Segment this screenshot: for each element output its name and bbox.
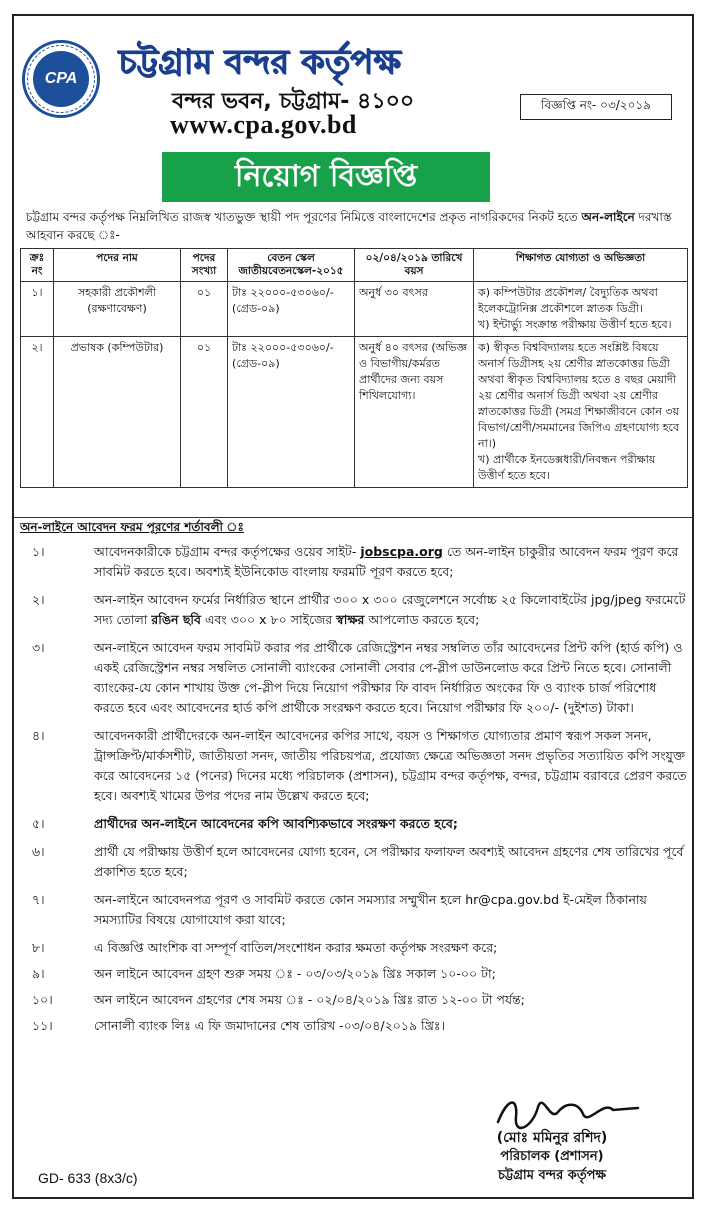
- terms-heading: অন-লাইনে আবেদন ফরম পূরণের শর্তাবলী ঃ: [20, 520, 244, 534]
- item-number: ৯।: [32, 966, 45, 981]
- logo-ring: [27, 45, 95, 113]
- header-qualification: শিক্ষাগত যোগ্যতা ও অভিজ্ঞতা: [474, 249, 688, 282]
- cell-post: সহকারী প্রকৌশলী (রক্ষণাবেক্ষণ): [54, 282, 181, 337]
- intro-online: অন-লাইনে: [581, 210, 635, 224]
- item-number: ৬।: [32, 844, 45, 859]
- intro-text-2: দরখাস্ত আহবান করছে ঃ-: [26, 210, 672, 242]
- item-number: ২।: [32, 592, 45, 607]
- section-divider: [14, 517, 694, 518]
- item-text: এ বিজ্ঞপ্তি আংশিক বা সম্পূর্ণ বাতিল/সংশোধন করার ক্ষমতা কর্তৃপক্ষ সংরক্ষণ করে;: [94, 940, 498, 955]
- cell-age: অনুর্ধ ৩০ বৎসর: [355, 282, 474, 337]
- signatory-organization: চট্টগ্রাম বন্দর কর্তৃপক্ষ: [497, 1168, 606, 1183]
- website-url[interactable]: www.cpa.gov.bd: [170, 110, 357, 139]
- signatory-title: পরিচালক (প্রশাসন): [500, 1149, 604, 1164]
- header-age: ০২/০৪/২০১৯ তারিখে বয়স: [355, 249, 474, 282]
- item-text-post: তে অন-লাইন চাকুরীর আবেদন ফরম পূরণ করে সাবমিট করতে হবে। অবশ্যই ইউনিকোড বাংলায় ফরমটি পূরণ করতে হবে;: [94, 544, 679, 579]
- item-text-mid: এবং ৩০০ x ৮০ সাইজের: [200, 612, 337, 627]
- item-text-pre: অন-লাইন আবেদন ফর্মের নির্ধারিত স্থানে প্রার্থীর ৩০০ x ৩০০ রেজুলেশনে সর্বোচ্চ ২৫ কিলোবাইটের jpg/jpeg ফরমেটে সদ্য তোলা: [94, 592, 686, 627]
- item-text: অন লাইনে আবেদন গ্রহণের শেষ সময় ঃ - ০২/০৪/২০১৯ খ্রিঃ রাত ১২-০০ টা পর্যন্ত;: [94, 992, 525, 1007]
- item-text: অন লাইনে আবেদন গ্রহণ শুরু সময় ঃ - ০৩/০৩/২০১৯ খ্রিঃ সকাল ১০-০০ টা;: [94, 966, 496, 981]
- table-row: [21, 282, 688, 337]
- intro-paragraph: [26, 208, 686, 244]
- list-item: [20, 590, 690, 630]
- item-text-pre: আবেদনকারীকে চট্টগ্রাম বন্দর কর্তৃপক্ষের ওয়েব সাইট-: [94, 544, 361, 559]
- item-number: ৭।: [32, 892, 45, 907]
- cell-count: ০১: [181, 337, 228, 488]
- header-count: পদের সংখ্যা: [181, 249, 228, 282]
- item-number: ৪।: [32, 728, 45, 743]
- cell-post: প্রভাষক (কম্পিউটার): [54, 337, 181, 488]
- cell-qualification: [474, 337, 688, 488]
- qualification-a: ক) স্বীকৃত বিশ্ববিদ্যালয় হতে সংশ্লিষ্ট বিষয়ে অনার্স ডিগ্রীসহ ২য় শ্রেণীর স্নাতকোত্তর ডিগ্রী অথবা স্বীকৃত বিশ্ববিদ্যালয় হতে ৪ বছর মেয়াদী ২য় শ্রেণীর অনার্স ডিগ্রী অথবা ২য় শ্রেণীর স্নাতকোত্তর ডিগ্রী (সমগ্র শিক্ষাজীবনে কোন ৩য় বিভাগ/শ্রেণী/সমমানের জিপিএ গ্রহণযোগ্য হবে না।): [478, 341, 680, 450]
- item-text-post: আপলোড করতে হবে;: [364, 612, 480, 627]
- posts-table: [20, 248, 688, 488]
- qualification-b: খ) প্রার্থীকে ইনডেক্সধারী/নিবন্ধন পরীক্ষায় উত্তীর্ণ হতে হবে।: [478, 453, 656, 482]
- qualification-a: ক) কম্পিউটার প্রকৌশল/ বৈদ্যুতিক অথবা ইলেকট্রোনিক্স প্রকৌশলে স্নাতক ডিগ্রী।: [478, 286, 658, 315]
- cell-count: ০১: [181, 282, 228, 337]
- organization-title: চট্টগ্রাম বন্দর কর্তৃপক্ষ: [118, 42, 401, 82]
- signatory-name: (মোঃ মমিনুর রশিদ): [496, 1130, 608, 1146]
- item-number: ১।: [32, 544, 45, 559]
- item-number: ৩।: [32, 640, 45, 655]
- cell-qualification: [474, 282, 688, 337]
- item-text: অন-লাইনে আবেদনপত্র পূরণ ও সাবমিট করতে কোন সমস্যার সম্মুখীন হলে hr@cpa.gov.bd ই-মেইল ঠিকানায় সমস্যাটির বিষয়ে যোগাযোগ করা যাবে;: [94, 892, 647, 927]
- list-item: [20, 638, 690, 718]
- item-text: [94, 590, 690, 630]
- terms-list: [20, 542, 690, 1036]
- item-text: আবেদনকারী প্রার্থীদেরকে অন-লাইন আবেদনের কপির সাথে, বয়স ও শিক্ষাগত যোগ্যতার প্রমাণ স্বরূপ সকল সনদ, ট্রান্সক্রিপ্ট/মার্কসশীট, জাতীয়তা সনদ, জাতীয় পরিচয়পত্র, প্রযোজ্য ক্ষেত্রে অভিজ্ঞতা সনদ প্রভৃতির সত্যায়িত কপি সংযুক্ত করে আবেদনের ১৫ (পনের) দিনের মধ্যে পরিচালক (প্রশাসন), চট্টগ্রাম বন্দর কর্তৃপক্ষ, বন্দর, চট্টগ্রাম বরাবরে প্রেরণ করতে হবে। অবশ্যই খামের উপর পদের নাম উল্লেখ করতে হবে;: [94, 728, 687, 803]
- item-text: প্রার্থীদের অন-লাইনে আবেদনের কপি আবশ্যিকভাবে সংরক্ষণ করতে হবে;: [94, 816, 458, 831]
- recruitment-banner: নিয়োগ বিজ্ঞপ্তি: [162, 152, 490, 202]
- list-item: [20, 726, 690, 806]
- item-bold-photo: রঙিন ছবি: [151, 612, 201, 627]
- item-text: অন-লাইনে আবেদন ফরম সাবমিট করার পর প্রার্থীকে রেজিস্ট্রেশন নম্বর সম্বলিত তাঁর আবেদনের প্রিন্ট কপি (হার্ড কপি) ও একই রেজিস্ট্রেশন নম্বর সম্বলিত সোনালী ব্যাংকের সোনালী সেবার পে-স্লীপ ডাউনলোড করে প্রিন্ট নিতে হবে। সোনালী ব্যাংকের-যে কোন শাখায় উক্ত পে-স্লীপ দিয়ে নিয়োগ পরীক্ষার ফি বাবদ নির্ধারিত অংকের ফি ও ব্যাংক চার্জ পরিশোধ করতে হবে এবং আবেদনের হার্ড কপি প্রার্থীকে সংরক্ষণ করতে হবে। নিয়োগ পরীক্ষার ফি ২০০/- (দুইশত) টাকা।: [94, 640, 683, 715]
- logo-text: CPA: [33, 51, 89, 107]
- gd-code: GD- 633 (8x3/c): [38, 1170, 138, 1186]
- address: বন্দর ভবন, চট্টগ্রাম- ৪১০০: [172, 89, 415, 114]
- item-number: ৮।: [32, 940, 45, 955]
- item-text: [94, 542, 690, 582]
- list-item: [20, 542, 690, 582]
- list-item: [20, 890, 690, 930]
- qualification-b: খ) ইন্টার্ভ্যু সংক্রান্ত পরীক্ষায় উত্তীর্ণ হতে হবে।: [478, 318, 672, 331]
- item-number: ৫।: [32, 816, 45, 831]
- cell-serial: ২।: [21, 337, 54, 488]
- item-text: প্রার্থী যে পরীক্ষায় উত্তীর্ণ হলে আবেদনের যোগ্য হবেন, সে পরীক্ষার ফলাফল অবশ্যই আবেদন গ্রহণের শেষ তারিখের পূর্বে প্রকাশিত হতে হবে;: [94, 844, 684, 879]
- list-item: [20, 842, 690, 882]
- cpa-logo: [22, 40, 100, 118]
- header-scale: বেতন স্কেল জাতীয়বেতনস্কেল-২০১৫: [228, 249, 355, 282]
- list-item: [20, 814, 690, 834]
- header-post: পদের নাম: [54, 249, 181, 282]
- item-number: ১০।: [32, 992, 53, 1007]
- list-item: [20, 938, 690, 958]
- header-serial: ক্রঃ নং: [21, 249, 54, 282]
- item-bold-signature: স্বাক্ষর: [336, 612, 365, 627]
- cell-scale: টাঃ ২২০০০-৫৩০৬০/- (গ্রেড-০৯): [228, 337, 355, 488]
- list-item: [20, 1016, 690, 1036]
- cell-age: অনুর্ধ ৪০ বৎসর (অভিজ্ঞ ও বিভাগীয়/কর্মরত প্রার্থীদের জন্য বয়স শিথিলযোগ্য।: [355, 337, 474, 488]
- item-number: ১১।: [32, 1018, 53, 1033]
- notice-number: বিজ্ঞপ্তি নং- ০৩/২০১৯: [520, 94, 672, 120]
- table-row: [21, 337, 688, 488]
- cell-serial: ১।: [21, 282, 54, 337]
- list-item: [20, 964, 690, 984]
- list-item: [20, 990, 690, 1010]
- intro-text-1: চট্টগ্রাম বন্দর কর্তৃপক্ষ নিম্নলিখিত রাজস্ব খাতভুক্ত স্থায়ী পদ পূরণের নিমিত্তে বাংলাদেশের প্রকৃত নাগরিকদের নিকট হতে: [26, 210, 582, 224]
- item-text: সোনালী ব্যাংক লিঃ এ ফি জমাদানের শেষ তারিখ -০৩/০৪/২০১৯ খ্রিঃ।: [94, 1018, 446, 1033]
- table-header-row: [21, 249, 688, 282]
- cell-scale: টাঃ ২২০০০-৫৩০৬০/- (গ্রেড-০৯): [228, 282, 355, 337]
- apply-link[interactable]: jobscpa.org: [360, 544, 443, 559]
